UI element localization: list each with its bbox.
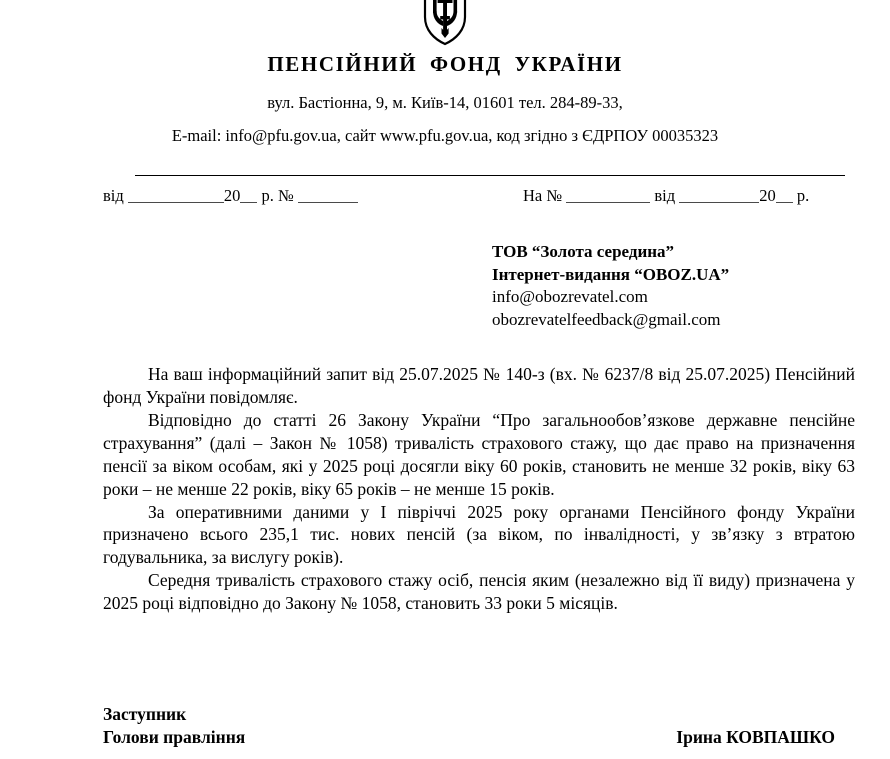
outgoing-reference [103,186,358,207]
body-paragraph-3: За оперативними даними у І півріччі 2025 року органами Пенсійного фонду України призначено всього 235,1 тис. нових пенсій (за віком, по інвалідності, у зв’язку з втратою годувальника, за вислугу років). [103,501,855,568]
signatory-role-line-1: Заступник [103,704,187,724]
outgoing-date-blank[interactable] [128,186,224,203]
organization-contacts: E-mail: info@pfu.gov.ua, сайт www.pfu.gov.ua, код згідно з ЄДРПОУ 00035323 [171,125,719,145]
organization-address: вул. Бастіонна, 9, м. Київ-14, 01601 тел. 284-89-33, [267,93,623,113]
signatory-role-line-2: Голови правління [103,727,246,748]
body-paragraph-4: Середня тривалість страхового стажу осіб, пенсія яким (незалежно від її виду) призначена у 2025 році відповідно до Закону № 1058, становить 33 роки 5 місяців. [103,570,855,614]
incoming-number-blank[interactable] [566,186,650,203]
signature-bottom-row [103,726,835,749]
body-paragraph-1: На ваш інформаційний запит від 25.07.2025 № 140-з (вх. № 6237/8 від 25.07.2025) Пенсійний фонд України повідомляє. [103,364,855,407]
incoming-year-prefix: 20 [759,186,776,205]
signature-block [103,703,835,750]
organization-title: ПЕНСІЙНИЙ ФОНД УКРАЇНИ [267,52,623,76]
incoming-reference [523,186,809,207]
addressee-email-secondary: obozrevatelfeedback@gmail.com [492,309,721,329]
ukrainian-trident-emblem [0,0,890,46]
incoming-date-blank[interactable] [679,186,759,203]
incoming-number-label: На № [523,186,563,205]
outgoing-from-label: від [103,186,124,205]
addressee-email-primary: info@obozrevatel.com [492,287,648,307]
signatory-name: Ірина КОВПАШКО [676,727,835,748]
incoming-from-label: від [654,186,676,205]
incoming-year-blank[interactable] [776,186,793,203]
outgoing-number-label: № [278,186,294,205]
outgoing-year-suffix: р. [261,186,274,205]
addressee-publication: Інтернет-видання “OBOZ.UA” [492,264,730,284]
outgoing-year-blank[interactable] [240,186,257,203]
addressee-company: ТОВ “Золота середина” [492,242,675,261]
letterhead [0,52,890,146]
letter-body [103,363,855,615]
body-paragraph-2: Відповідно до статті 26 Закону України “Про загальнообов’язкове державне пенсійне страхування” (далі – Закон № 1058) тривалість страхового стажу, що дає право на призначення пенсії за віком особам, які у 2025 році досягли віку 60 років, становить не менше 32 років, віку 63 роки – не менше 22 років, віку 65 років – не менше 15 років. [103,409,855,499]
addressee-block [492,241,882,331]
outgoing-number-blank[interactable] [298,186,358,203]
incoming-year-suffix: р. [796,186,810,205]
letterhead-divider [135,175,845,176]
outgoing-year-prefix: 20 [223,186,241,205]
